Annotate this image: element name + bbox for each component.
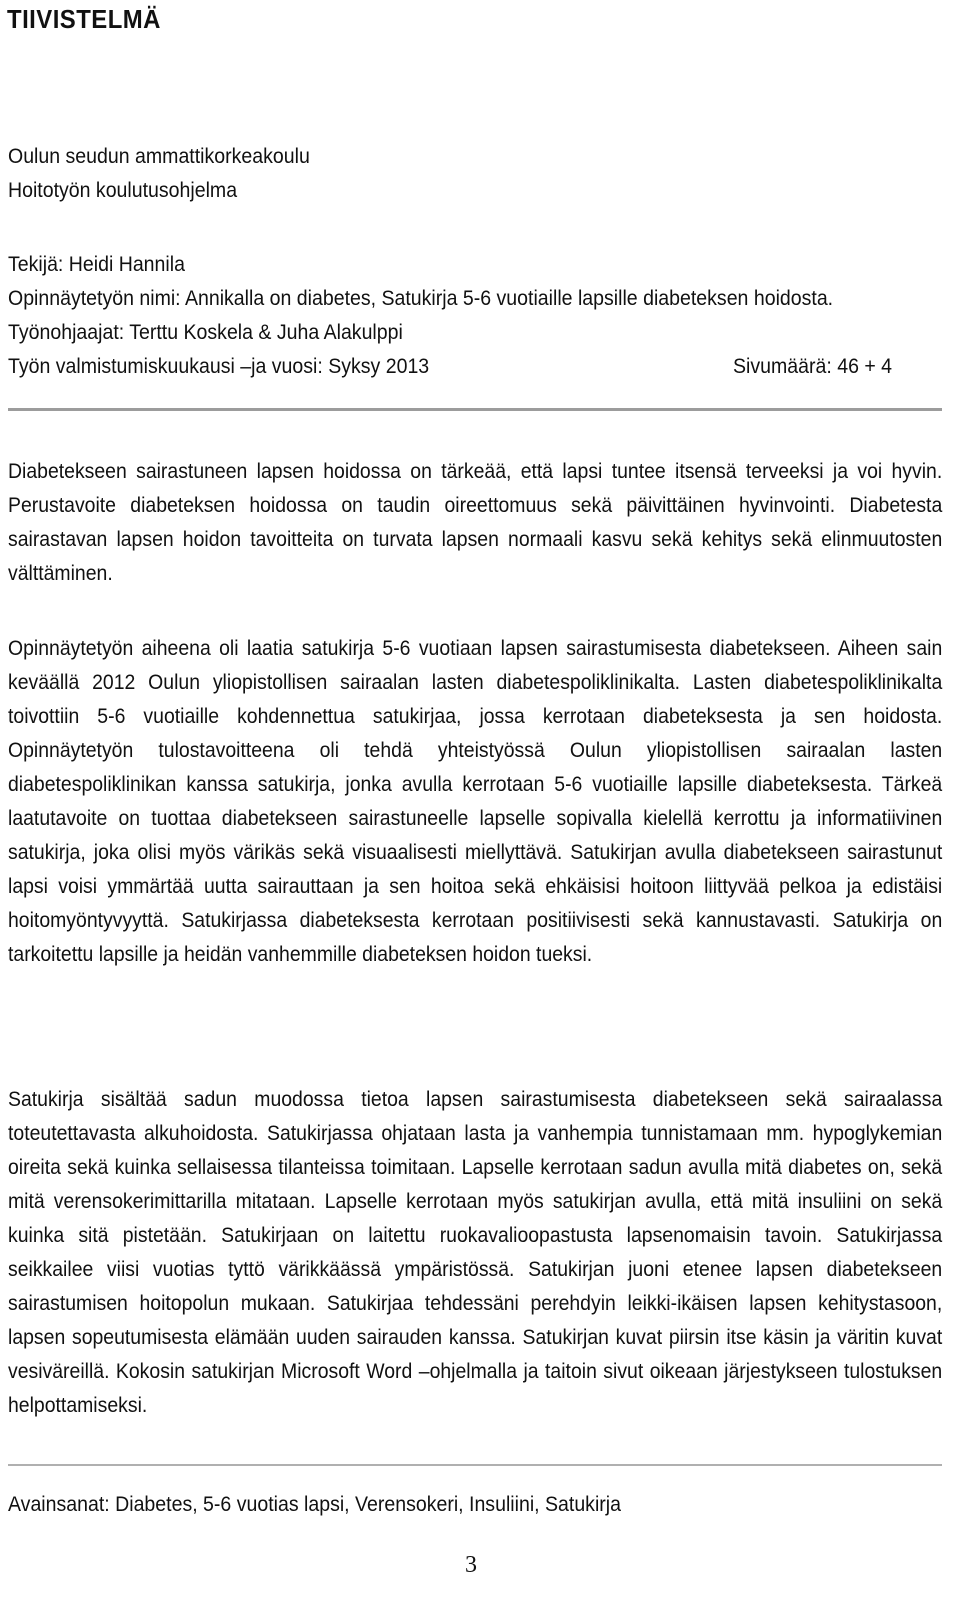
top-divider bbox=[8, 408, 942, 411]
thesis-title-line: Opinnäytetyön nimi: Annikalla on diabetes, Satukirja 5-6 vuotiaille lapsille diabeteksen hoidosta. bbox=[8, 287, 834, 310]
institution-name: Oulun seudun ammattikorkeakoulu bbox=[8, 145, 310, 168]
degree-programme: Hoitotyön koulutusohjelma bbox=[8, 179, 238, 202]
page-number: 3 bbox=[465, 1552, 477, 1578]
abstract-paragraph-3: Satukirja sisältää sadun muodossa tietoa lapsen sairastumisesta diabetekseen sekä sairaalassa toteutettavasta alkuhoidosta. Satukirjassa ohjataan lasta ja vanhempia tunnistamaan mm. hypoglykemian oireita sekä kuinka sellaisessa tilanteissa toimitaan. Lapselle kerrotaan sadun avulla mitä diabetes on, sekä mitä verensokerimittarilla mitataan. Lapselle kerrotaan myös satukirjan avulla, että mitä insuliini on sekä kuinka sitä pistetään. Satukirjaan on laitettu ruokavalioopastusta lapsenomaisin tavoin. Satukirjassa seikkailee viisi vuotias tyttö värikkäässä ympäristössä. Satukirjan juoni etenee lapsen diabetekseen sairastumisen hoitopolun mukaan. Satukirjaa tehdessäni perehdyin leikki-ikäisen lapsen kehitystasoon, lapsen sopeutumisesta elämään uuden sairauden kanssa. Satukirjan kuvat piirsin itse käsin ja väritin kuvat vesiväreillä. Kokosin satukirjan Microsoft Word –ohjelmalla ja taitoin sivut oikeaan järjestykseen tulostuksen helpottamiseksi. bbox=[8, 1088, 943, 1417]
abstract-paragraph-2: Opinnäytetyön aiheena oli laatia satukirja 5-6 vuotiaan lapsen sairastumisesta diabetekseen. Aiheen sain keväällä 2012 Oulun yliopistollisen sairaalan lasten diabetespoliklinikalta. Lasten diabetespoliklinikalta toivottiin 5-6 vuotiaille kohdennettua satukirjaa, jossa kerrotaan diabeteksesta ja sen hoidosta. Opinnäytetyön tulostavoitteena oli tehdä yhteistyössä Oulun yliopistollisen sairaalan lasten diabetespoliklinikan kanssa satukirja, jonka avulla kerrotaan 5-6 vuotiaille lapsille diabeteksesta. Tärkeä laatutavoite on tuottaa diabetekseen sairastuneelle lapselle sopivalla kielellä kerrottu ja informatiivinen satukirja, joka olisi myös värikäs sekä visuaalisesti miellyttävä. Satukirjan avulla diabetekseen sairastunut lapsi voisi ymmärtää uutta sairauttaan ja sen hoitoa sekä ehkäisisi hoitoon liittyvää pelkoa ja edistäisi hoitomyöntyvyyttä. Satukirjassa diabeteksesta kerrotaan positiivisesti sekä kannustavasti. Satukirja on tarkoitettu lapsille ja heidän vanhemmille diabeteksen hoidon tueksi. bbox=[8, 637, 943, 966]
abstract-paragraph-1: Diabetekseen sairastuneen lapsen hoidossa on tärkeää, että lapsi tuntee itsensä terveeksi ja voi hyvin. Perustavoite diabeteksen hoidossa on taudin oireettomuus sekä päivittäinen hyvinvointi. Diabetesta sairastavan lapsen hoidon tavoitteita on turvata lapsen normaali kasvu sekä kehitys sekä elinmuutosten välttäminen. bbox=[8, 460, 943, 585]
institution-block bbox=[8, 140, 310, 208]
completion-date: Työn valmistumiskuukausi –ja vuosi: Syksy 2013 bbox=[8, 355, 430, 378]
page-title: TIIVISTELMÄ bbox=[7, 4, 161, 34]
supervisors-line: Työnohjaajat: Terttu Koskela & Juha Alakulppi bbox=[8, 321, 403, 344]
author-line: Tekijä: Heidi Hannila bbox=[8, 253, 185, 276]
completion-row bbox=[8, 350, 953, 384]
thesis-details-block bbox=[8, 248, 833, 350]
bottom-divider bbox=[8, 1464, 942, 1466]
page-count: Sivumäärä: 46 + 4 bbox=[733, 355, 893, 378]
keywords-line: Avainsanat: Diabetes, 5-6 vuotias lapsi, Verensokeri, Insuliini, Satukirja bbox=[8, 1493, 622, 1516]
